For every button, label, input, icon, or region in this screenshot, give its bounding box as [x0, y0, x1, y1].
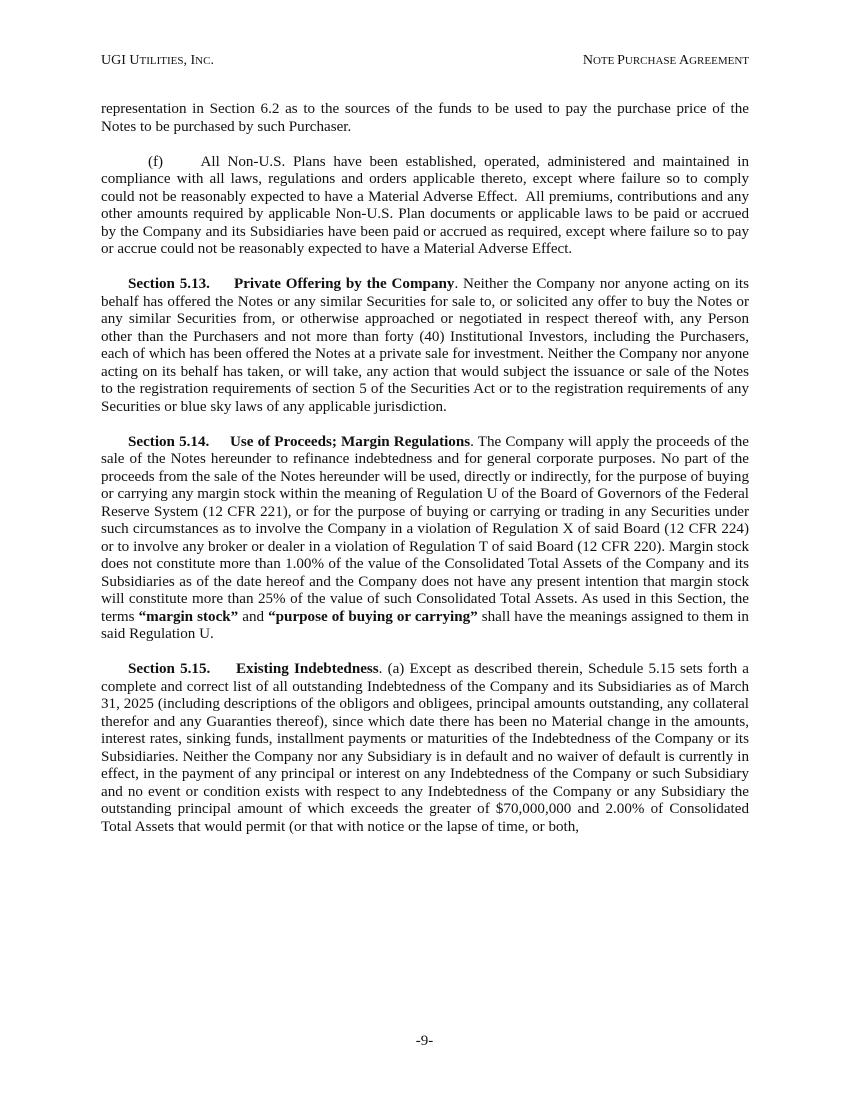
section-body: . Neither the Company nor anyone acting on its behalf has offered the Notes or any similar Securities for sale to, or solicited any offer to buy the Notes or any similar Securities from, or otherwise approached or negotiated in respect thereof with, any Person other than the Purchasers and not more than forty (40) Institutional Investors, including the Purchasers, each of which has been offered the Notes at a private sale for investment. Neither the Company nor anyone acting on its behalf has taken, or will take, any action that would subject the issuance or sale of the Notes to the registration requirements of section 5 of the Securities Act or to the registration requirements of any Securities or blue sky laws of any applicable jurisdiction. — [101, 276, 749, 415]
document-body — [101, 101, 753, 854]
section-title: Existing Indebtedness — [235, 661, 379, 677]
section-number: Section 5.13. — [128, 276, 210, 292]
page-header — [101, 53, 749, 69]
page-number: -9- — [415, 1033, 434, 1049]
section-title: Use of Proceeds; Margin Regulations — [229, 433, 471, 450]
section-body-end: shall have the meanings assigned to them in said Regulation U. — [101, 608, 749, 642]
header-company-name: UGI UTILITIES, INC. — [101, 53, 214, 68]
paragraph-non-us-plans: (f) All Non-U.S. Plans have been established, operated, administered and maintained in compliance with all laws, regulations and orders applicable thereto, except where failure so to comply could not be reasonably expected to have a Material Adverse Effect. All premiums, contributions and any other amounts required by applicable Non-U.S. Plan documents or applicable laws to be paid or accrued by the Company and its Subsidiaries have been paid or accrued as required, except where failure so to pay or accrue could not be reasonably expected to have a Material Adverse Effect. — [101, 153, 753, 257]
paragraph-continuation: representation in Section 6.2 as to the sources of the funds to be used to pay the purchase price of the Notes to be purchased by such Purchaser. — [101, 101, 749, 135]
section-number: Section 5.14. — [128, 433, 210, 450]
section-5-13 — [101, 276, 749, 416]
defined-term-purpose: “purpose of buying or carrying” — [268, 608, 478, 625]
header-document-title: NOTE PURCHASE AGREEMENT — [582, 53, 749, 68]
section-body-connector: and — [238, 608, 269, 625]
section-title: Private Offering by the Company — [233, 276, 455, 292]
defined-term-margin-stock: “margin stock” — [138, 608, 239, 625]
section-5-14 — [101, 434, 749, 644]
section-5-15 — [101, 661, 749, 836]
section-body: . (a) Except as described therein, Schedule 5.15 sets forth a complete and correct list of all outstanding Indebtedness of the Company and its Subsidiaries as of March 31, 2025 (including descriptions of the obligors and obligees, principal amounts outstanding, any collateral therefor and any Guaranties thereof), since which date there has been no Material change in the amounts, interest rates, sinking funds, installment payments or maturities of the Indebtedness of the Company or its Subsidiaries. Neither the Company nor any Subsidiary is in default and no waiver of default is currently in effect, in the payment of any principal or interest on any Indebtedness of the Company or such Subsidiary and no event or condition exists with respect to any Indebtedness of the Company or any Subsidiary the outstanding principal amount of which exceeds the greater of $70,000,000 and 2.00% of Consolidated Total Assets that would permit (or that with notice or the lapse of time, or both, — [101, 661, 749, 835]
section-number: Section 5.15. — [128, 661, 211, 677]
section-body: . The Company will apply the proceeds of the sale of the Notes hereunder to refinance indebtedness and for general corporate purposes. No part of the proceeds from the sale of the Notes hereunder will be used, directly or indirectly, for the purpose of buying or carrying any margin stock within the meaning of Regulation U of the Board of Governors of the Federal Reserve System (12 CFR 221), or for the purpose of buying or carrying or trading in any Securities under such circumstances as to involve the Company in a violation of Regulation X of said Board (12 CFR 224) or to involve any broker or dealer in a violation of Regulation T of said Board (12 CFR 220). Margin stock does not constitute more than 1.00% of the value of the Consolidated Total Assets of the Company and its Subsidiaries as of the date hereof and the Company does not have any present intention that margin stock will constitute more than 25% of the value of such Consolidated Total Assets. As used in this Section, the terms — [101, 433, 749, 625]
